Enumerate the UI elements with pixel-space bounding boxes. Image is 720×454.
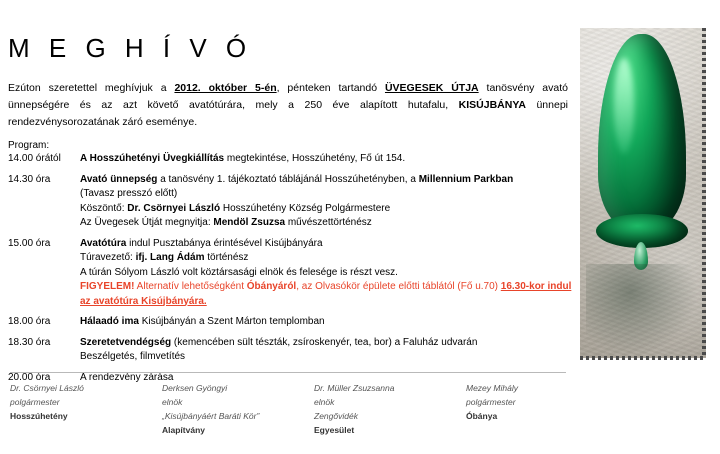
program-text-segment: megtekintése, Hosszúhetény, Fő út 154.: [224, 153, 406, 164]
village-name: KISÚJBÁNYA: [458, 99, 526, 111]
program-text-segment: Avató ünnepség: [80, 173, 158, 185]
signature-place: Alapítvány: [162, 425, 205, 435]
program-line: [80, 315, 573, 330]
program-time: 14.00 órától: [8, 153, 61, 164]
program-line: [80, 280, 573, 295]
program-text-segment: 16.30-kor indul: [500, 281, 572, 292]
program-text-segment: történész: [204, 252, 249, 263]
intro-mid2: tanösvény avató ünnepségére és az azt követő avatótúrára, mely a 250 éve alapított hutafalu,: [8, 82, 568, 111]
program-row: [8, 315, 573, 330]
program-line: [80, 152, 573, 167]
intro-mid1: , pénteken tartandó: [276, 82, 385, 94]
program-text-segment: (kemencében sült tészták, zsíroskenyér, tea, bor) a Faluház udvarán: [171, 336, 478, 348]
program-line: [80, 202, 573, 217]
program-text-segment: (Tavasz presszó előtt): [80, 188, 178, 199]
program-description: [80, 173, 573, 231]
program-text-segment: FIGYELEM!: [80, 281, 135, 292]
photo-right-dotted-border: [702, 28, 706, 358]
program-text-segment: Szeretetvendégség: [80, 336, 172, 348]
program-time: 18.30 óra: [8, 336, 51, 348]
photo-shadow: [586, 264, 698, 356]
program-text-segment: ifj. Lang Ádám: [135, 252, 205, 263]
signature-block: [314, 381, 466, 437]
program-line: [80, 173, 573, 188]
green-glass-bell-photo: [580, 28, 706, 358]
program-text-segment: Óbányáról: [246, 281, 297, 292]
program-time: 18.00 óra: [8, 316, 51, 327]
signature-role: elnök: [162, 397, 183, 407]
program-row: [8, 237, 573, 310]
program-list: [8, 152, 573, 385]
program-text-segment: Hálaadó ima: [80, 316, 139, 327]
program-line: [80, 187, 573, 202]
program-text-segment: Az Üvegesek Útját megnyitja:: [80, 217, 214, 228]
program-text-segment: Dr. Csörnyei László: [127, 202, 221, 214]
program-description: [80, 315, 573, 330]
signature-organization: Zengővidék: [314, 411, 358, 421]
program-row: [8, 173, 573, 231]
program-text-segment: a tanösvény 1. tájékoztató táblájánál Hosszúhetényben, a: [157, 173, 419, 185]
signature-organization: „Kisújbányáért Baráti Kör”: [162, 411, 260, 421]
signature-block: [162, 381, 314, 437]
event-date: 2012. október 5-én: [174, 82, 277, 94]
program-time: 14.30 óra: [8, 173, 51, 185]
signature-role: elnök: [314, 397, 335, 407]
signature-list: [10, 381, 570, 437]
program-text-segment: indul Pusztabánya érintésével Kisújbányára: [126, 237, 323, 249]
intro-post: ünnepi rendezvénysorozatának záró eseménye.: [8, 99, 568, 128]
signature-divider: [10, 372, 566, 373]
program-line: [80, 237, 573, 252]
glass-highlight: [614, 58, 634, 154]
signature-role: polgármester: [10, 397, 60, 407]
program-line: [80, 266, 573, 281]
program-text-segment: , az Olvasókör épülete előtti táblától (Fő u.70): [296, 281, 501, 292]
program-description: [80, 336, 573, 365]
program-label: Program:: [8, 140, 50, 151]
program-row: [8, 336, 573, 365]
program-line: [80, 251, 573, 266]
program-description: [80, 237, 573, 310]
program-line: [80, 295, 573, 310]
program-text-segment: Beszélgetés, filmvetítés: [80, 351, 186, 362]
program-text-segment: Túravezető:: [80, 252, 136, 263]
program-text-segment: művészettörténész: [285, 217, 372, 228]
page-title: M E G H Í V Ó: [8, 33, 253, 63]
program-description: [80, 152, 573, 167]
signature-block: [466, 381, 618, 437]
program-time: 20.00 óra: [8, 371, 51, 383]
signature-name: Derksen Gyöngyi: [162, 383, 228, 393]
program-text-segment: Mendöl Zsuzsa: [213, 217, 286, 228]
signature-name: Mezey Mihály: [466, 383, 518, 393]
program-text-segment: Kisújbányán a Szent Márton templomban: [138, 316, 325, 327]
photo-bottom-dotted-border: [580, 356, 706, 360]
program-line: [80, 216, 573, 231]
signature-block: [10, 381, 162, 437]
signature-name: Dr. Müller Zsuzsanna: [314, 383, 395, 393]
program-line: [80, 350, 573, 365]
program-row: [8, 152, 573, 167]
program-time: 15.00 óra: [8, 237, 51, 249]
signature-place: Egyesület: [314, 425, 355, 435]
trail-name: ÜVEGESEK ÚTJA: [384, 82, 479, 94]
signature-place: Óbánya: [466, 411, 498, 421]
program-line: [80, 336, 573, 351]
program-text-segment: A rendezvény zárása: [80, 371, 174, 383]
program-text-segment: A túrán Sólyom László volt köztársasági elnök és felesége is részt vesz.: [80, 266, 398, 278]
program-text-segment: Avatótúra: [80, 237, 127, 249]
intro-paragraph: [8, 80, 568, 131]
program-text-segment: Millennium Parkban: [418, 173, 514, 185]
signature-name: Dr. Csörnyei László: [10, 383, 84, 393]
program-text-segment: A Hosszúhetényi Üvegkiállítás: [80, 153, 225, 164]
signature-place: Hosszúhetény: [10, 411, 68, 421]
program-text-segment: az avatótúra Kisújbányára.: [80, 295, 207, 307]
program-text-segment: Köszöntő:: [80, 202, 128, 214]
program-text-segment: Alternatív lehetőségként: [134, 281, 247, 292]
intro-pre: Ezúton szeretettel meghívjuk a: [8, 82, 175, 94]
program-text-segment: Hosszúhetény Község Polgármestere: [220, 202, 391, 214]
signature-role: polgármester: [466, 397, 516, 407]
